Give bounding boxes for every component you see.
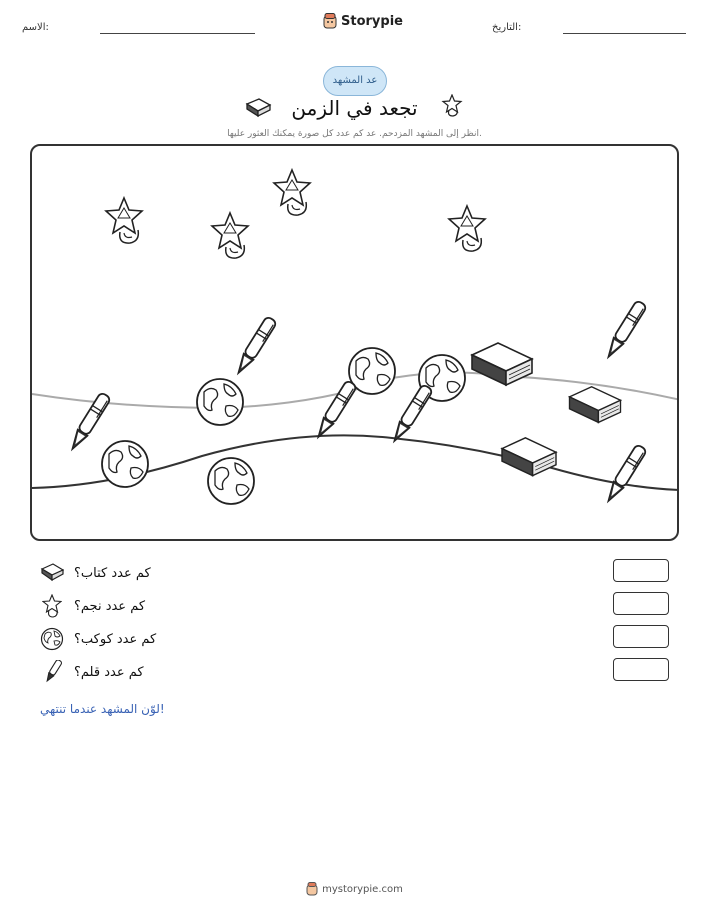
footer-url[interactable]: mystorypie.com — [322, 883, 403, 895]
footer-mascot-icon — [306, 882, 318, 896]
brand-logo — [323, 13, 403, 29]
answer-box-stars[interactable] — [613, 592, 669, 615]
answer-box-books[interactable] — [613, 559, 669, 582]
name-label: الاسم: — [22, 22, 49, 33]
book-icon — [502, 438, 556, 476]
answer-box-globes[interactable] — [613, 625, 669, 648]
q2-star-icon — [42, 594, 62, 622]
date-label: التاريخ: — [492, 22, 522, 33]
page-title: تجعد في الزمن — [291, 96, 418, 120]
coloring-note: لوّن المشهد عندما تنتهي! — [40, 702, 165, 716]
pen-icon — [603, 444, 647, 505]
pen-icon — [389, 384, 433, 445]
question-stars: كم عدد نجم؟ — [74, 599, 146, 614]
q4-pen-icon — [40, 660, 64, 690]
globe-icon — [102, 441, 148, 487]
scene-drawing — [32, 146, 679, 541]
book-icon — [472, 343, 532, 385]
book-icon — [570, 387, 621, 423]
q1-book-icon — [40, 562, 64, 586]
globe-icon — [197, 379, 243, 425]
name-line[interactable] — [100, 33, 255, 34]
title-star-icon — [441, 94, 463, 122]
star-icon — [106, 198, 142, 243]
mascot-icon — [323, 13, 337, 29]
star-icon — [449, 206, 485, 251]
star-icon — [274, 170, 310, 215]
activity-badge: عد المشهد — [323, 66, 387, 96]
question-globes: كم عدد كوكب؟ — [74, 632, 157, 647]
question-books: كم عدد كتاب؟ — [74, 566, 151, 581]
date-line[interactable] — [563, 33, 686, 34]
pen-icon — [313, 380, 357, 441]
star-icon — [212, 213, 248, 258]
counting-scene — [30, 144, 679, 541]
q3-globe-icon — [40, 627, 64, 655]
instructions: انظر إلى المشهد المزدحم. عد كم عدد كل صورة يمكنك العثور عليها. — [227, 129, 482, 139]
brand-name: Storypie — [341, 13, 403, 29]
pen-icon — [233, 316, 277, 377]
footer — [0, 882, 709, 899]
pen-icon — [603, 300, 647, 361]
globe-icon — [208, 458, 254, 504]
question-pens: كم عدد قلم؟ — [74, 665, 144, 680]
answer-box-pens[interactable] — [613, 658, 669, 681]
